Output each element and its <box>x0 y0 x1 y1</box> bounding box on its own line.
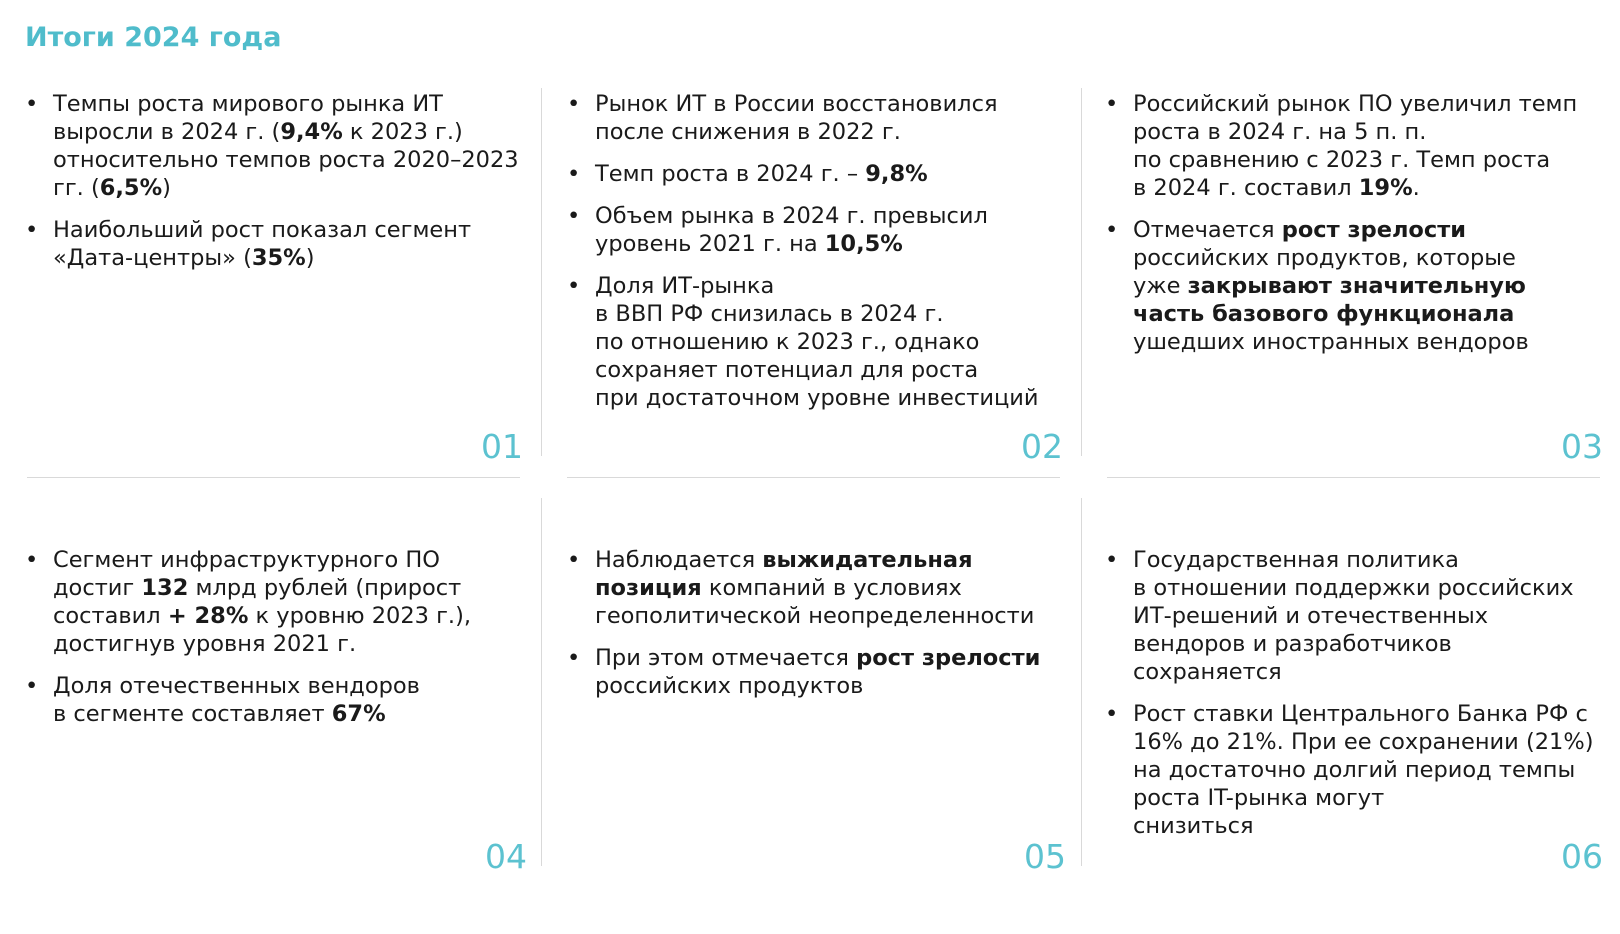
emphasis-text: закрывают значительную часть базового функционала <box>1133 273 1526 327</box>
panel-05 <box>567 546 1067 714</box>
section-number: 04 <box>485 837 527 876</box>
panel-04 <box>25 546 525 742</box>
bullet-icon: • <box>567 91 581 117</box>
divider-horizontal <box>27 477 520 478</box>
bullet-list <box>25 546 525 728</box>
section-number: 06 <box>1561 837 1603 876</box>
section-number: 03 <box>1561 427 1603 466</box>
panel-02 <box>567 90 1067 426</box>
bullet-item: • Доля отечественных вендоров в сегменте составляет 67% <box>25 673 420 727</box>
divider-horizontal <box>1107 477 1600 478</box>
divider-vertical <box>541 498 542 866</box>
emphasis-text: 9,4% <box>280 119 343 145</box>
bullet-item: • Отмечается рост зрелости российских продуктов, которые уже закрывают значительную часть базового функционала ушедших иностранных вендоров <box>1105 217 1529 355</box>
bullet-item: • Рост ставки Центрального Банка РФ с 16% до 21%. При ее сохранении (21%) на достаточно долгий период темпы роста IT-рынка могут снизиться <box>1105 701 1594 839</box>
bullet-icon: • <box>567 547 581 573</box>
bullet-item: • Рынок ИТ в России восстановился после снижения в 2022 г. <box>567 91 998 145</box>
section-number: 02 <box>1021 427 1063 466</box>
panel-01 <box>25 90 525 286</box>
bullet-icon: • <box>1105 701 1119 727</box>
bullet-icon: • <box>567 161 581 187</box>
bullet-item: • Темпы роста мирового рынка ИТ выросли в 2024 г. (9,4% к 2023 г.) относительно темпов роста 2020–2023 гг. (6,5%) <box>25 91 519 201</box>
bullet-list <box>25 90 525 272</box>
emphasis-text: 67% <box>331 701 386 727</box>
bullet-item: • Сегмент инфраструктурного ПО достиг 132 млрд рублей (прирост составил + 28% к уровню 2023 г.), достигнув уровня 2021 г. <box>25 547 472 657</box>
emphasis-text: 19% <box>1358 175 1413 201</box>
bullet-icon: • <box>25 547 39 573</box>
bullet-list <box>567 546 1067 700</box>
emphasis-text: выжидательная позиция <box>595 547 973 601</box>
bullet-item: • При этом отмечается рост зрелости российских продуктов <box>567 645 1041 699</box>
emphasis-text: рост зрелости <box>856 645 1041 671</box>
emphasis-text: 6,5% <box>99 175 163 201</box>
bullet-item: • Государственная политика в отношении поддержки российских ИТ-решений и отечественных вендоров и разработчиков сохраняется <box>1105 547 1574 685</box>
bullet-item: • Наибольший рост показал сегмент «Дата-центры» (35%) <box>25 217 472 271</box>
bullet-icon: • <box>567 203 581 229</box>
section-number: 01 <box>481 427 523 466</box>
emphasis-text: 35% <box>251 245 306 271</box>
bullet-icon: • <box>25 91 39 117</box>
bullet-icon: • <box>1105 217 1119 243</box>
bullet-icon: • <box>25 217 39 243</box>
emphasis-text: 132 <box>141 575 189 601</box>
emphasis-text: рост зрелости <box>1281 217 1467 243</box>
panel-06 <box>1105 546 1605 854</box>
panel-03 <box>1105 90 1605 370</box>
section-number: 05 <box>1024 837 1066 876</box>
bullet-item: • Темп роста в 2024 г. – 9,8% <box>567 161 928 187</box>
page-title: Итоги 2024 года <box>25 22 282 53</box>
bullet-icon: • <box>567 273 581 299</box>
bullet-icon: • <box>1105 547 1119 573</box>
bullet-item: • Доля ИТ-рынка в ВВП РФ снизилась в 2024 г. по отношению к 2023 г., однако сохраняет потенциал для роста при достаточном уровне инвестиций <box>567 273 1039 411</box>
divider-vertical <box>541 88 542 456</box>
divider-horizontal <box>567 477 1060 478</box>
bullet-item: • Объем рынка в 2024 г. превысил уровень 2021 г. на 10,5% <box>567 203 988 257</box>
bullet-icon: • <box>567 645 581 671</box>
bullet-icon: • <box>1105 91 1119 117</box>
emphasis-text: + 28% <box>167 603 249 629</box>
bullet-icon: • <box>25 673 39 699</box>
emphasis-text: 10,5% <box>824 231 903 257</box>
bullet-item: • Российский рынок ПО увеличил темп роста в 2024 г. на 5 п. п. по сравнению с 2023 г. Темп роста в 2024 г. составил 19%. <box>1105 91 1578 201</box>
bullet-list <box>1105 546 1605 840</box>
bullet-list <box>567 90 1067 412</box>
emphasis-text: 9,8% <box>865 161 928 187</box>
bullet-list <box>1105 90 1605 356</box>
divider-vertical <box>1081 88 1082 456</box>
divider-vertical <box>1081 498 1082 866</box>
bullet-item: • Наблюдается выжидательная позиция компаний в условиях геополитической неопределенности <box>567 547 1035 629</box>
